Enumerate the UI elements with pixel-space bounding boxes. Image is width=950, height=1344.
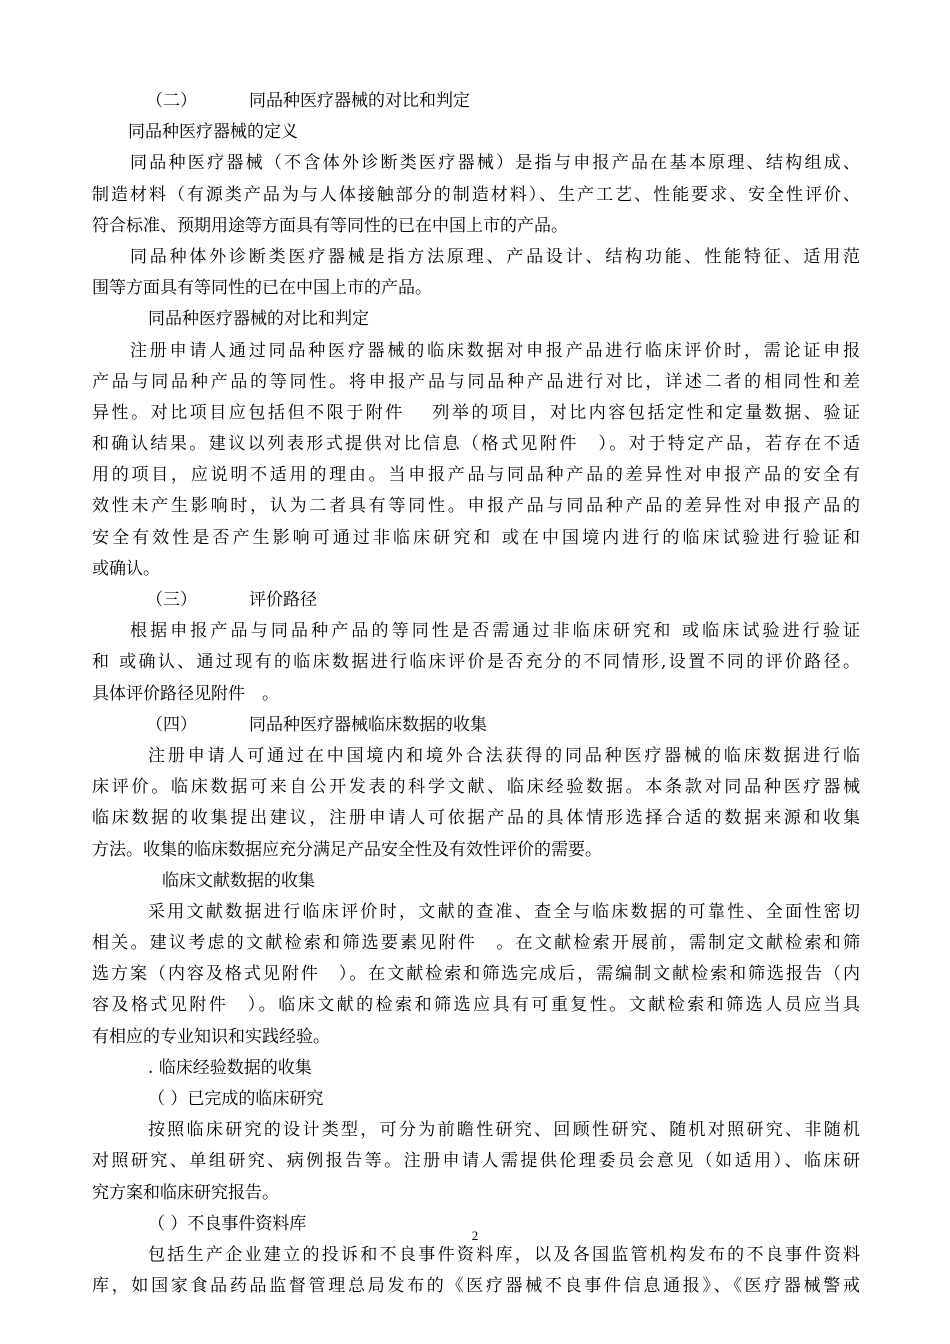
- paragraph-line: 究方案和临床研究报告。: [92, 1182, 279, 1203]
- paragraph-line: 床评价。临床数据可来自公开发表的科学文献、临床经验数据。本条款对同品种医疗器械: [92, 777, 860, 798]
- paragraph-line: 和确认结果。建议以列表形式提供对比信息（格式见附件 ）。对于特定产品，若存在不适: [92, 434, 860, 455]
- paragraph-line: 同品种医疗器械（不含体外诊断类医疗器械）是指与申报产品在基本原理、结构组成、: [130, 153, 860, 174]
- section-heading-4: （四） 同品种医疗器械临床数据的收集: [146, 714, 487, 735]
- paragraph-line: 制造材料（有源类产品为与人体接触部分的制造材料）、生产工艺、性能要求、安全性评价、: [92, 184, 860, 205]
- section-heading-3: （三） 评价路径: [146, 590, 317, 610]
- paragraph-line: 产品与同品种产品的等同性。将申报产品与同品种产品进行对比，详述二者的相同性和差: [92, 371, 860, 392]
- paragraph-line: 或确认。: [92, 558, 160, 579]
- paragraph-line: 围等方面具有等同性的已在中国上市的产品。: [92, 278, 432, 299]
- paragraph-line: 采用文献数据进行临床评价时，文献的查准、查全与临床数据的可靠性、全面性密切: [148, 901, 860, 922]
- paragraph-line: 包括生产企业建立的投诉和不良事件资料库，以及各国监管机构发布的不良事件资料: [148, 1244, 860, 1265]
- paragraph-line: 库，如国家食品药品监督管理总局发布的《医疗器械不良事件信息通报》、《医疗器械警戒: [92, 1276, 860, 1297]
- paragraph-line: 对照研究、单组研究、病例报告等。注册申请人需提供伦理委员会意见（如适用）、临床研: [92, 1151, 860, 1172]
- paragraph-line: 按照临床研究的设计类型，可分为前瞻性研究、回顾性研究、随机对照研究、非随机: [148, 1120, 860, 1141]
- paragraph-line: 具体评价路径见附件 。: [92, 683, 279, 704]
- paragraph-line: 效性未产生影响时，认为二者具有等同性。申报产品与同品种产品的差异性对申报产品的: [92, 496, 860, 517]
- subheading-completed-studies: （ ）已完成的临床研究: [148, 1089, 324, 1109]
- paragraph-line: 和 或确认、通过现有的临床数据进行临床评价是否充分的不同情形,设置不同的评价路径。: [92, 652, 860, 673]
- paragraph-line: 符合标准、预期用途等方面具有等同性的已在中国上市的产品。: [92, 215, 568, 236]
- document-body: [92, 86, 860, 1302]
- subheading-literature: 临床文献数据的收集: [162, 870, 315, 891]
- section-heading-2: （二） 同品种医疗器械的对比和判定: [146, 91, 470, 111]
- paragraph-line: 安全有效性是否产生影响可通过非临床研究和 或在中国境内进行的临床试验进行验证和: [92, 527, 860, 548]
- subheading-adverse-events: （ ）不良事件资料库: [148, 1213, 307, 1234]
- subheading-clinical-experience: . 临床经验数据的收集: [148, 1057, 312, 1078]
- paragraph-line: 注册申请人可通过在中国境内和境外合法获得的同品种医疗器械的临床数据进行临: [148, 745, 860, 766]
- paragraph-line: 相关。建议考虑的文献检索和筛选要素见附件 。在文献检索开展前，需制定文献检索和筛: [92, 933, 860, 954]
- subheading-definition: 同品种医疗器械的定义: [128, 122, 298, 143]
- paragraph-line: 注册申请人通过同品种医疗器械的临床数据对申报产品进行临床评价时，需论证申报: [130, 340, 860, 361]
- subheading-comparison: 同品种医疗器械的对比和判定: [148, 309, 369, 330]
- paragraph-line: 选方案（内容及格式见附件 ）。在文献检索和筛选完成后，需编制文献检索和筛选报告（内: [92, 964, 860, 985]
- paragraph-line: 用的项目，应说明不适用的理由。当申报产品与同品种产品的差异性对申报产品的安全有: [92, 465, 860, 486]
- paragraph-line: 有相应的专业知识和实践经验。: [92, 1026, 330, 1047]
- paragraph-line: 同品种体外诊断类医疗器械是指方法原理、产品设计、结构功能、性能特征、适用范: [130, 246, 860, 267]
- paragraph-line: 根据申报产品与同品种产品的等同性是否需通过非临床研究和 或临床试验进行验证: [130, 621, 860, 642]
- paragraph-line: 方法。收集的临床数据应充分满足产品安全性及有效性评价的需要。: [92, 839, 602, 860]
- page-number: 2: [471, 1228, 479, 1243]
- paragraph-line: 临床数据的收集提出建议，注册申请人可依据产品的具体情形选择合适的数据来源和收集: [92, 808, 860, 829]
- paragraph-line: 异性。对比项目应包括但不限于附件 列举的项目，对比内容包括定性和定量数据、验证: [92, 402, 860, 423]
- paragraph-line: 容及格式见附件 ）。临床文献的检索和筛选应具有可重复性。文献检索和筛选人员应当具: [92, 995, 860, 1016]
